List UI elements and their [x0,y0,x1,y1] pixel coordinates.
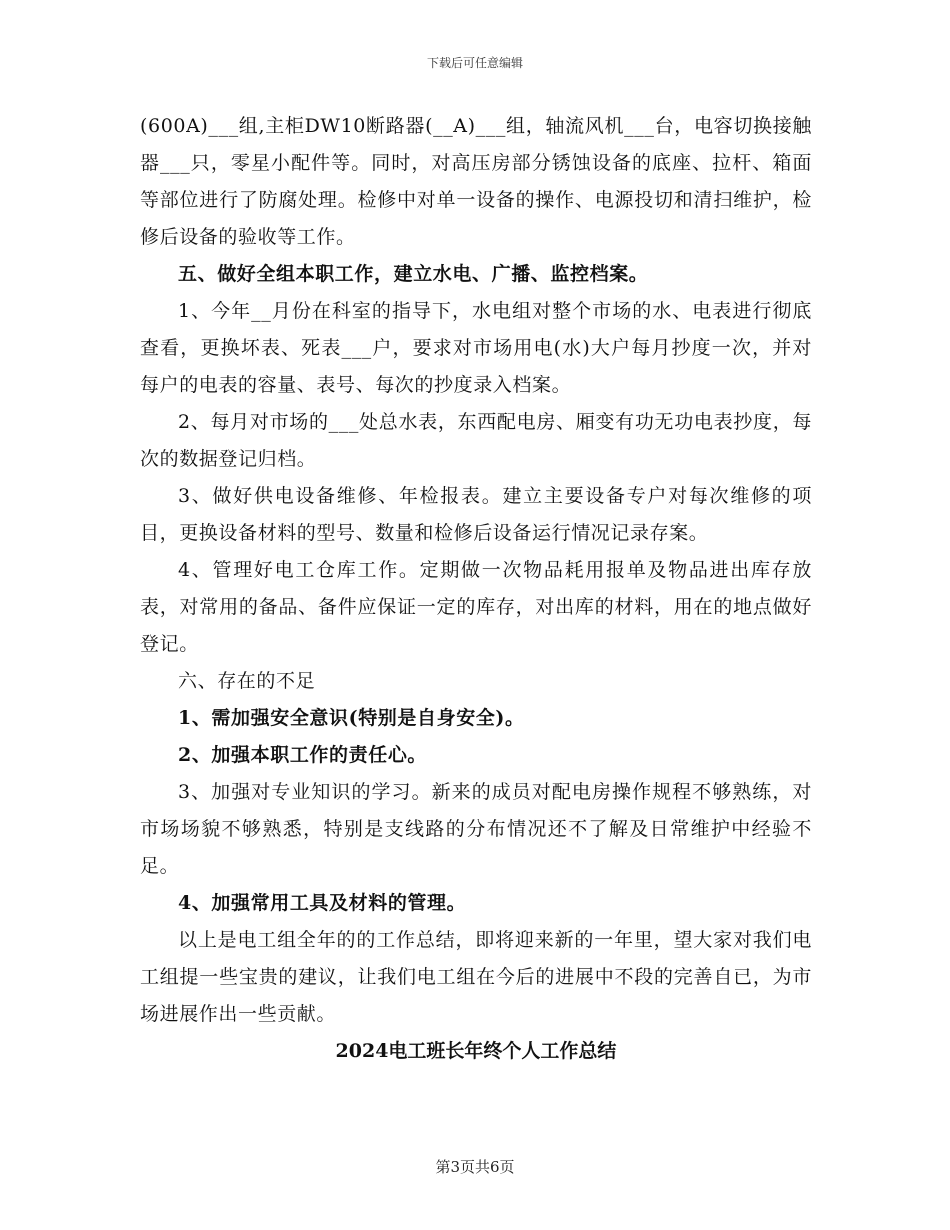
page-header: 下载后可任意编辑 [426,56,523,70]
shortcoming-item: 3、加强对专业知识的学习。新来的成员对配电房操作规程不够熟练，对市场场貌不够熟悉，特别是支线路的分布情况还不了解及日常维护中经验不足。 [140,781,812,877]
section-heading-six: 六、存在的不足 [178,670,316,692]
paragraph-item: 2、每月对市场的___处总水表，东西配电房、厢变有功无功电表抄度，每次的数据登记归档。 [140,411,812,470]
paragraph-item: 4、管理好电工仓库工作。定期做一次物品耗用报单及物品进出库存放表，对常用的备品、备件应保证一定的库存，对出库的材料，用在的地点做好登记。 [140,559,812,655]
paragraph-item: 3、做好供电设备维修、年检报表。建立主要设备专户对每次维修的项目，更换设备材料的型号、数量和检修后设备运行情况记录存案。 [140,485,812,544]
paragraph-item: 1、今年__月份在科室的指导下，水电组对整个市场的水、电表进行彻底查看，更换坏表、死表___户，要求对市场用电(水)大户每月抄度一次，并对每户的电表的容量、表号、每次的抄度录入档案。 [140,300,812,396]
shortcoming-item: 1、需加强安全意识(特别是自身安全)。 [178,707,525,729]
paragraph-equipment: (600A)___组,主柜DW10断路器(__A)___组，轴流风机___台，电容切换接触器___只，零星小配件等。同时，对高压房部分锈蚀设备的底座、拉杆、箱面等部位进行了防腐处理。检修中对单一设备的操作、电源投切和清扫维护，检修后设备的验收等工作。 [140,115,812,248]
shortcoming-item: 2、加强本职工作的责任心。 [178,744,428,766]
section-heading-five: 五、做好全组本职工作，建立水电、广播、监控档案。 [178,263,649,285]
document-body [140,108,812,1089]
document-title: 2024电工班长年终个人工作总结 [335,1040,617,1062]
page-number: 第3页共6页 [435,1158,515,1176]
closing-paragraph: 以上是电工组全年的的工作总结，即将迎来新的一年里，望大家对我们电工组提一些宝贵的建议，让我们电工组在今后的进展中不段的完善自已，为市场进展作出一些贡献。 [140,929,812,1025]
shortcoming-item: 4、加强常用工具及材料的管理。 [178,892,467,914]
